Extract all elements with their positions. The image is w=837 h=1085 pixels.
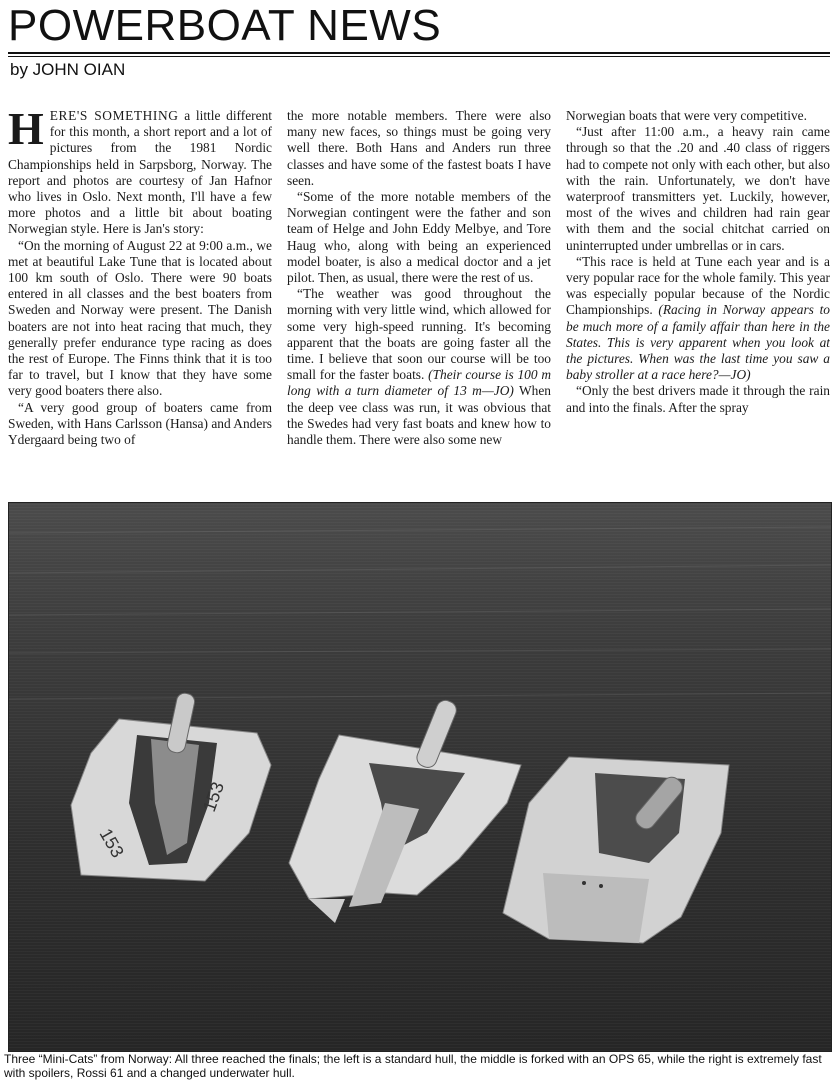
paragraph: the more notable members. There were also many new faces, so things must be going very well there. Both Hans and Anders run three classes and have some of the fastest boats I have seen. [287,108,551,188]
editor-note: (Their course is 100 m long with a turn diameter of 13 m—JO) [287,367,551,399]
paragraph: Norwegian boats that were very competitive. [566,108,807,123]
boats-photo [8,502,832,1052]
drop-cap: H [8,108,44,154]
paragraph: “A very good group of boaters came from Sweden, with Hans Carlsson (Hansa) and Anders Ydergaard being two of [8,399,272,448]
middle-boat [289,698,521,923]
left-boat [71,692,271,881]
title-rule-thick [8,52,830,54]
paragraph: “Only the best drivers made it through the rain and into the finals. After the spray [566,383,830,415]
paragraph-text: When the deep vee class was run, it was obvious that the Swedes had very fast boats and knew how to handle them. There were also some new [287,383,551,448]
paragraph: “On the morning of August 22 at 9:00 a.m., we met at beautiful Lake Tune that is located about 100 km south of Oslo. There were 90 boats entered in all classes and the best boaters from Sweden and Norway were present. The Danish boaters are not into heat racing that much, they generally prefer endurance type racing as does the rest of Europe. The Finns think that it is too far to travel, but I know that they have some very good boaters there also. [8,237,272,399]
hull-number-right: 153 [198,779,229,815]
boats-illustration [9,503,831,1051]
paragraph-text: “This race is held at Tune each year and is a very popular race for the whole family. This year was especially popular because of the Nordic Championships. [566,253,830,318]
paragraph: “Just after 11:00 a.m., a heavy rain came through so that the .20 and .40 class of riggers had to compete not only with each other, but also with the rain. Unfortunately, we don't have waterproof transmitters yet. Luckily, however, most of the wives and children had rain gear with them and the social chitchat carried on uninterrupted under umbrellas or in cars. [566,124,830,253]
title-rule-thin [8,56,830,57]
paragraph [287,286,551,448]
article-column-2 [287,108,551,483]
hull-number-left: 153 [95,825,128,862]
lead-paragraph [8,108,272,238]
paragraph: “Some of the more notable members of the Norwegian contingent were the father and son team of Helge and John Eddy Melbye, and Tore Haug who, along with being an experienced model boater, is also a medical doctor and a jet pilot. Then, as usual, there were the rest of us. [287,189,551,286]
paragraph-text: “The weather was good throughout the morning with very little wind, which allowed for some very high-speed running. It's becoming apparent that the boats are going faster all the time. I believe that soon our course will be too small for the faster boats. [287,286,551,383]
lead-smallcaps: ERE'S SOMETHING [49,108,179,123]
page-title: POWERBOAT NEWS [8,1,442,50]
editor-note: (Racing in Norway appears to be much more of a family affair than here in the States. This is very apparent when you look at the pictures. When was the last time you saw a baby stroller at a race here?—JO) [566,302,830,383]
article-column-3 [566,108,830,483]
byline: by JOHN OIAN [10,60,126,79]
article-column-1 [8,108,272,483]
paragraph [566,254,830,384]
article-body [8,108,830,483]
right-boat [503,757,729,943]
lead-text: a little different for this month, a short report and a lot of pictures from the 1981 Nordic Championships held in Sarpsborg, Norway. The report and photos are courtesy of Jan Hafnor who lives in Oslo. Next month, I'll have a few more photos and a little bit about boating Norwegian style. Here is Jan's story: [8,108,272,237]
photo-caption: Three “Mini-Cats” from Norway: All three reached the finals; the left is a standard hull, the middle is forked with an OPS 65, while the right is extremely fast with spoilers, Rossi 61 and a changed underwater hull. [4,1052,822,1080]
